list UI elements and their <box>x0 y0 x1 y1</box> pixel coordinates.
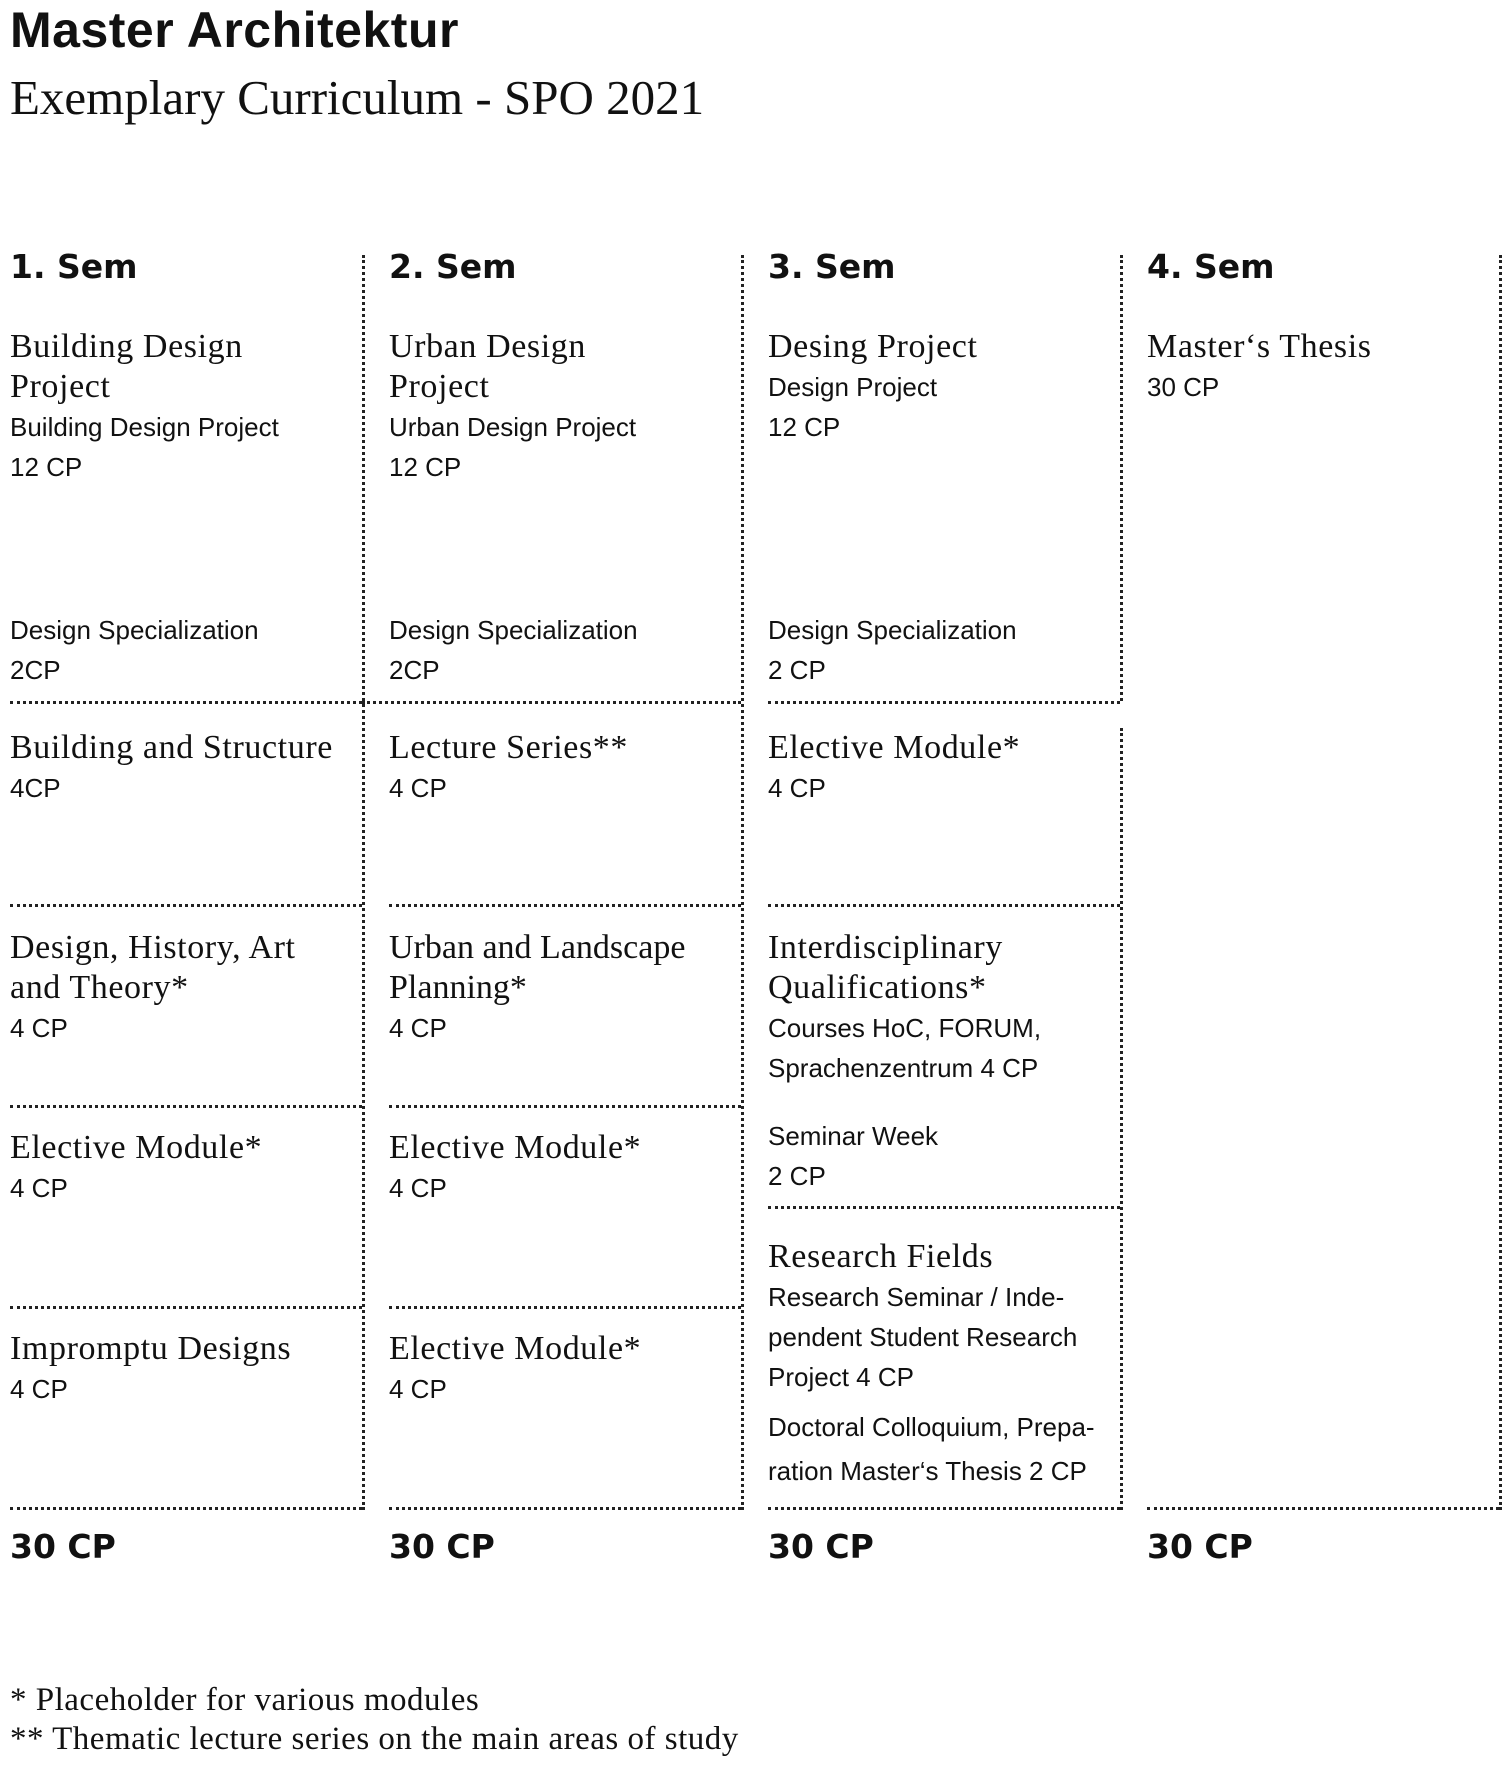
module-subtitle: Urban Design Project <box>389 412 637 442</box>
page-title: Master Architektur <box>10 2 459 58</box>
module-urban-design-project <box>389 327 734 487</box>
module-title: Elective Module* <box>768 729 1021 766</box>
module-title: Design Specialization <box>389 615 638 645</box>
module-elective <box>389 1128 734 1208</box>
column-divider-4 <box>1499 255 1502 1510</box>
module-design-project <box>768 327 1113 447</box>
module-detail: Project 4 CP <box>768 1362 914 1392</box>
module-building-design-project <box>10 327 350 487</box>
module-detail: Doctoral Colloquium, Prepa- <box>768 1412 1095 1442</box>
module-seminar-week <box>768 1116 1113 1196</box>
module-title: Building and Structure <box>10 729 333 766</box>
footnote-lecture-series: ** Thematic lecture series on the main areas of study <box>10 1721 739 1757</box>
module-title: Seminar Week <box>768 1121 939 1151</box>
module-credits: 4 CP <box>389 1374 447 1404</box>
module-detail: Research Seminar / Inde- <box>768 1282 1065 1312</box>
module-title: Impromptu Designs <box>10 1330 292 1367</box>
module-design-history-art-theory <box>10 928 350 1048</box>
module-title: Interdisciplinary Qualifications* <box>768 929 1003 1006</box>
module-title: Desing Project <box>768 328 978 365</box>
module-credits: 4 CP <box>389 1173 447 1203</box>
module-subtitle: Design Project <box>768 372 938 402</box>
row-divider <box>10 1306 362 1309</box>
row-divider <box>1147 1507 1499 1510</box>
semester-2-heading: 2. Sem <box>389 247 517 286</box>
module-impromptu-designs <box>10 1329 350 1409</box>
row-divider <box>768 904 1120 907</box>
semester-3-heading: 3. Sem <box>768 247 896 286</box>
module-title: Design, History, Art and Theory* <box>10 929 296 1006</box>
module-title: Research Fields <box>768 1238 994 1275</box>
module-credits: 2CP <box>389 655 440 685</box>
module-interdisciplinary-qualifications <box>768 928 1113 1088</box>
module-title: Urban and Landscape Planning* <box>389 929 686 1006</box>
module-title: Design Specialization <box>768 615 1017 645</box>
module-urban-and-landscape-planning <box>389 928 739 1048</box>
module-credits: 12 CP <box>10 452 83 482</box>
module-elective <box>768 728 1113 808</box>
module-credits: 2 CP <box>768 1161 826 1191</box>
row-divider <box>10 904 362 907</box>
module-detail: Sprachenzentrum 4 CP <box>768 1053 1039 1083</box>
module-credits: 4 CP <box>10 1173 68 1203</box>
column-divider-2 <box>741 255 744 1510</box>
module-elective <box>10 1128 350 1208</box>
module-title: Urban Design Project <box>389 328 586 405</box>
module-design-specialization <box>389 610 734 690</box>
row-divider <box>389 1105 741 1108</box>
module-credits: 2CP <box>10 655 61 685</box>
module-design-specialization <box>10 610 350 690</box>
semester-4-total: 30 CP <box>1147 1527 1253 1566</box>
module-elective <box>389 1329 734 1409</box>
module-credits: 12 CP <box>389 452 462 482</box>
semester-1-total: 30 CP <box>10 1527 116 1566</box>
row-divider <box>10 1105 362 1108</box>
module-masters-thesis <box>1147 327 1492 407</box>
module-title: Elective Module* <box>389 1330 642 1367</box>
module-lecture-series <box>389 728 734 808</box>
module-building-and-structure <box>10 728 350 808</box>
module-credits: 30 CP <box>1147 372 1220 402</box>
module-credits: 4CP <box>10 773 61 803</box>
module-credits: 4 CP <box>10 1013 68 1043</box>
row-divider <box>10 1507 362 1510</box>
semester-3-total: 30 CP <box>768 1527 874 1566</box>
row-divider <box>389 1507 741 1510</box>
module-research-fields <box>768 1237 1113 1491</box>
module-title: Elective Module* <box>389 1129 642 1166</box>
row-divider <box>389 904 741 907</box>
semester-2-total: 30 CP <box>389 1527 495 1566</box>
module-credits: 4 CP <box>389 773 447 803</box>
module-detail: ration Master‘s Thesis 2 CP <box>768 1456 1087 1486</box>
module-credits: 4 CP <box>768 773 826 803</box>
row-divider <box>768 1206 1120 1209</box>
column-divider-3-upper <box>1120 255 1123 701</box>
row-divider <box>10 701 362 704</box>
module-credits: 12 CP <box>768 412 841 442</box>
row-divider <box>768 1507 1120 1510</box>
module-title: Design Specialization <box>10 615 259 645</box>
row-divider <box>362 701 741 704</box>
module-title: Master‘s Thesis <box>1147 328 1372 365</box>
column-divider-3-lower <box>1120 728 1123 1510</box>
page-subtitle: Exemplary Curriculum - SPO 2021 <box>10 70 705 125</box>
module-title: Building Design Project <box>10 328 243 405</box>
column-divider-1 <box>362 255 365 1510</box>
semester-4-heading: 4. Sem <box>1147 247 1275 286</box>
row-divider <box>389 1306 741 1309</box>
module-design-specialization <box>768 610 1113 690</box>
module-credits: 2 CP <box>768 655 826 685</box>
semester-1-heading: 1. Sem <box>10 247 138 286</box>
module-title: Elective Module* <box>10 1129 263 1166</box>
module-detail: Courses HoC, FORUM, <box>768 1013 1042 1043</box>
module-title: Lecture Series** <box>389 729 629 766</box>
module-subtitle: Building Design Project <box>10 412 279 442</box>
footnote-placeholder: * Placeholder for various modules <box>10 1682 480 1718</box>
module-credits: 4 CP <box>389 1013 447 1043</box>
module-credits: 4 CP <box>10 1374 68 1404</box>
module-detail: pendent Student Research <box>768 1322 1078 1352</box>
row-divider <box>768 701 1120 704</box>
